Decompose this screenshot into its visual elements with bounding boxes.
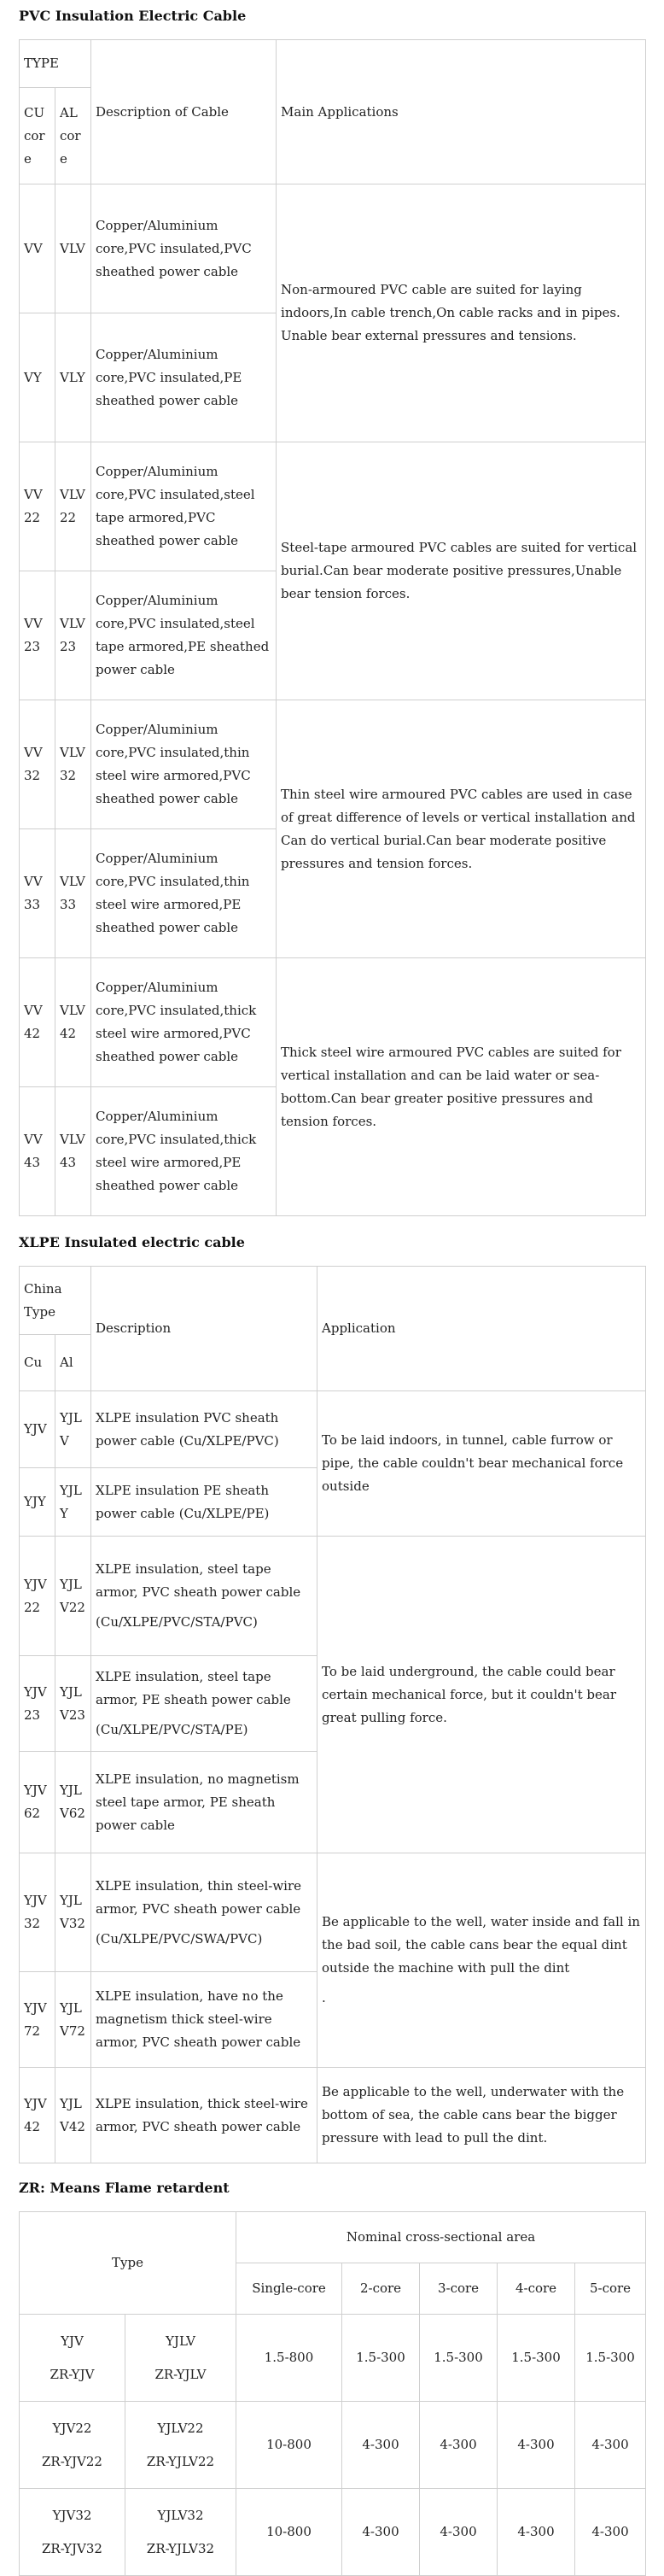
xlpe-row	[20, 1853, 646, 1972]
zr-core-header: 3-core	[420, 2263, 498, 2315]
xlpe-row	[20, 1537, 646, 1656]
pvc-app-cell: Steel-tape armoured PVC cables are suited for vertical burial.Can bear moderate positive pressures,Unable bear tension forces.	[277, 442, 646, 700]
xlpe-desc-line: (Cu/XLPE/PVC/STA/PE)	[96, 1722, 248, 1737]
zr-core-header: 4-core	[498, 2263, 575, 2315]
xlpe-al-cell: YJLV22	[55, 1537, 91, 1656]
pvc-row	[20, 442, 646, 571]
zr-value-cell: 1.5-800	[236, 2315, 342, 2402]
pvc-desc-header: Description of Cable	[91, 40, 277, 184]
zr-value-cell: 1.5-300	[342, 2315, 420, 2402]
zr-value-cell: 1.5-300	[498, 2315, 575, 2402]
xlpe-desc-header: Description	[91, 1267, 317, 1391]
zr-row	[20, 2315, 646, 2402]
zr-value-cell: 4-300	[498, 2402, 575, 2489]
zr-type-line: YJV22	[52, 2420, 92, 2436]
xlpe-desc-line: XLPE insulation, steel tape armor, PE sheath power cable	[96, 1669, 291, 1707]
pvc-desc-cell: Copper/Aluminium core,PVC insulated,steel tape armored,PE sheathed power cable	[91, 571, 277, 700]
xlpe-cu-cell: YJV	[20, 1391, 55, 1468]
pvc-cu-cell: VV33	[20, 829, 55, 958]
pvc-desc-cell: Copper/Aluminium core,PVC insulated,PE sheathed power cable	[91, 313, 277, 442]
zr-value-cell: 4-300	[420, 2402, 498, 2489]
xlpe-desc-line: XLPE insulation, no magnetism steel tape armor, PE sheath power cable	[96, 1771, 300, 1833]
zr-al-type-cell	[125, 2315, 236, 2402]
zr-value-cell: 4-300	[342, 2489, 420, 2576]
zr-cu-type-cell	[20, 2315, 125, 2402]
zr-type-line: YJV	[61, 2333, 84, 2349]
pvc-cu-cell: VV	[20, 184, 55, 313]
xlpe-al-cell: YJLV23	[55, 1656, 91, 1752]
zr-type-line: ZR-YJV22	[42, 2453, 102, 2469]
pvc-desc-cell: Copper/Aluminium core,PVC insulated,PVC sheathed power cable	[91, 184, 277, 313]
xlpe-al-cell: YJLV62	[55, 1752, 91, 1853]
zr-value-cell: 1.5-300	[575, 2315, 646, 2402]
zr-type-line: YJLV	[166, 2333, 195, 2349]
zr-core-header: Single-core	[236, 2263, 342, 2315]
pvc-cu-cell: VV42	[20, 958, 55, 1087]
pvc-al-cell: VLV22	[55, 442, 91, 571]
xlpe-app-header: Application	[317, 1267, 646, 1391]
zr-core-header: 2-core	[342, 2263, 420, 2315]
pvc-al-cell: VLV33	[55, 829, 91, 958]
zr-cu-type-cell	[20, 2489, 125, 2576]
pvc-app-header: Main Applications	[277, 40, 646, 184]
zr-core-header: 5-core	[575, 2263, 646, 2315]
zr-value-cell: 4-300	[342, 2402, 420, 2489]
pvc-desc-cell: Copper/Aluminium core,PVC insulated,thick steel wire armored,PE sheathed power cable	[91, 1087, 277, 1216]
xlpe-cu-cell: YJV22	[20, 1537, 55, 1656]
xlpe-desc-line: XLPE insulation, have no the magnetism thick steel-wire armor, PVC sheath power cable	[96, 1988, 301, 2050]
xlpe-desc-line: (Cu/XLPE/PVC/STA/PVC)	[96, 1614, 258, 1630]
zr-value-cell: 4-300	[575, 2402, 646, 2489]
pvc-desc-cell: Copper/Aluminium core,PVC insulated,thick steel wire armored,PVC sheathed power cable	[91, 958, 277, 1087]
pvc-row	[20, 184, 646, 313]
pvc-al-cell: VLV42	[55, 958, 91, 1087]
xlpe-cu-cell: YJV42	[20, 2068, 55, 2163]
xlpe-desc-cell	[91, 1537, 317, 1656]
pvc-desc-cell: Copper/Aluminium core,PVC insulated,thin steel wire armored,PVC sheathed power cable	[91, 700, 277, 829]
xlpe-app-line: .	[322, 1990, 326, 2005]
zr-row	[20, 2489, 646, 2576]
pvc-title: PVC Insulation Electric Cable	[19, 8, 247, 24]
xlpe-al-cell: YJLV	[55, 1391, 91, 1468]
pvc-desc-cell: Copper/Aluminium core,PVC insulated,steel tape armored,PVC sheathed power cable	[91, 442, 277, 571]
zr-value-cell: 10-800	[236, 2402, 342, 2489]
xlpe-desc-line: (Cu/XLPE/PVC/SWA/PVC)	[96, 1930, 263, 1947]
zr-type-line: YJLV32	[157, 2507, 204, 2523]
zr-type-line: ZR-YJLV	[154, 2366, 207, 2382]
xlpe-cu-cell: YJV32	[20, 1853, 55, 1972]
pvc-app-cell: Thin steel wire armoured PVC cables are used in case of great difference of levels or vertical installation and Can do vertical burial.Can bear moderate positive pressures and tension forces.	[277, 700, 646, 958]
xlpe-app-cell	[317, 1537, 646, 1853]
pvc-type-header: TYPE	[20, 40, 91, 88]
pvc-al-cell: VLV43	[55, 1087, 91, 1216]
pvc-app-cell: Non-armoured PVC cable are suited for laying indoors,In cable trench,On cable racks and in pipes. Unable bear external pressures and tensions.	[277, 184, 646, 442]
zr-row	[20, 2402, 646, 2489]
zr-area-header: Nominal cross-sectional area	[236, 2212, 646, 2263]
zr-table	[19, 2211, 646, 2576]
zr-value-cell: 4-300	[498, 2489, 575, 2576]
zr-al-type-cell	[125, 2402, 236, 2489]
xlpe-title: XLPE Insulated electric cable	[19, 1234, 245, 1250]
xlpe-al-cell: YJLV42	[55, 2068, 91, 2163]
xlpe-row	[20, 2068, 646, 2163]
xlpe-desc-cell	[91, 1752, 317, 1853]
xlpe-app-cell	[317, 1391, 646, 1537]
xlpe-desc-cell	[91, 2068, 317, 2163]
pvc-cu-cell: VY	[20, 313, 55, 442]
xlpe-desc-line: XLPE insulation, thick steel-wire armor, PVC sheath power cable	[96, 2095, 308, 2134]
xlpe-table	[19, 1266, 646, 2163]
xlpe-desc-cell	[91, 1972, 317, 2068]
zr-al-type-cell	[125, 2489, 236, 2576]
xlpe-al-cell: YJLY	[55, 1468, 91, 1537]
xlpe-desc-cell	[91, 1656, 317, 1752]
pvc-row	[20, 958, 646, 1087]
xlpe-type-header: China Type	[20, 1267, 91, 1335]
xlpe-al-cell: YJLV32	[55, 1853, 91, 1972]
xlpe-desc-cell	[91, 1853, 317, 1972]
xlpe-desc-line: XLPE insulation PE sheath power cable (Cu/XLPE/PE)	[96, 1482, 270, 1521]
zr-value-cell: 4-300	[575, 2489, 646, 2576]
xlpe-cu-header: Cu	[20, 1335, 55, 1391]
zr-type-line: ZR-YJLV32	[146, 2540, 215, 2556]
xlpe-app-cell	[317, 1853, 646, 2068]
zr-type-line: ZR-YJV32	[42, 2540, 102, 2556]
pvc-table	[19, 39, 646, 1216]
xlpe-app-line: To be laid underground, the cable could bear certain mechanical force, but it couldn't bear great pulling force.	[322, 1663, 617, 1725]
zr-type-line: YJLV22	[157, 2420, 204, 2436]
xlpe-desc-cell	[91, 1391, 317, 1468]
zr-type-header: Type	[20, 2212, 236, 2315]
xlpe-cu-cell: YJV62	[20, 1752, 55, 1853]
pvc-cu-cell: VV43	[20, 1087, 55, 1216]
xlpe-cu-cell: YJY	[20, 1468, 55, 1537]
zr-type-line: ZR-YJV	[50, 2366, 95, 2382]
pvc-al-cell: VLV	[55, 184, 91, 313]
pvc-cu-cell: VV22	[20, 442, 55, 571]
xlpe-desc-cell	[91, 1468, 317, 1537]
zr-title: ZR: Means Flame retardent	[19, 2180, 230, 2196]
xlpe-al-header: Al	[55, 1335, 91, 1391]
pvc-desc-cell: Copper/Aluminium core,PVC insulated,thin steel wire armored,PE sheathed power cable	[91, 829, 277, 958]
xlpe-app-line: Be applicable to the well, underwater with the bottom of sea, the cable cans bear the bigger pressure with lead to pull the dint.	[322, 2084, 625, 2146]
pvc-al-cell: VLV32	[55, 700, 91, 829]
zr-type-line: YJV32	[52, 2507, 92, 2523]
xlpe-desc-line: XLPE insulation, steel tape armor, PVC sheath power cable	[96, 1561, 301, 1600]
xlpe-app-line: To be laid indoors, in tunnel, cable furrow or pipe, the cable couldn't bear mechanical force outside	[322, 1432, 624, 1494]
zr-value-cell: 10-800	[236, 2489, 342, 2576]
pvc-app-cell: Thick steel wire armoured PVC cables are suited for vertical installation and can be laid water or sea-bottom.Can bear greater positive pressures and tension forces.	[277, 958, 646, 1216]
xlpe-row	[20, 1391, 646, 1468]
xlpe-desc-line: XLPE insulation, thin steel-wire armor, PVC sheath power cable	[96, 1877, 302, 1917]
pvc-cu-cell: VV32	[20, 700, 55, 829]
xlpe-app-line: Be applicable to the well, water inside and fall in the bad soil, the cable cans bear the equal dint outside the machine with pull the dint	[322, 1914, 640, 1976]
pvc-al-header: AL core	[55, 88, 91, 184]
pvc-cu-header: CU core	[20, 88, 55, 184]
xlpe-app-cell	[317, 2068, 646, 2163]
zr-value-cell: 4-300	[420, 2489, 498, 2576]
pvc-al-cell: VLY	[55, 313, 91, 442]
pvc-al-cell: VLV23	[55, 571, 91, 700]
xlpe-desc-line: XLPE insulation PVC sheath power cable (Cu/XLPE/PVC)	[96, 1409, 279, 1449]
zr-cu-type-cell	[20, 2402, 125, 2489]
pvc-row	[20, 700, 646, 829]
pvc-cu-cell: VV23	[20, 571, 55, 700]
zr-value-cell: 1.5-300	[420, 2315, 498, 2402]
xlpe-al-cell: YJLV72	[55, 1972, 91, 2068]
zr-type-line: ZR-YJLV22	[146, 2453, 215, 2469]
xlpe-cu-cell: YJV23	[20, 1656, 55, 1752]
xlpe-cu-cell: YJV72	[20, 1972, 55, 2068]
